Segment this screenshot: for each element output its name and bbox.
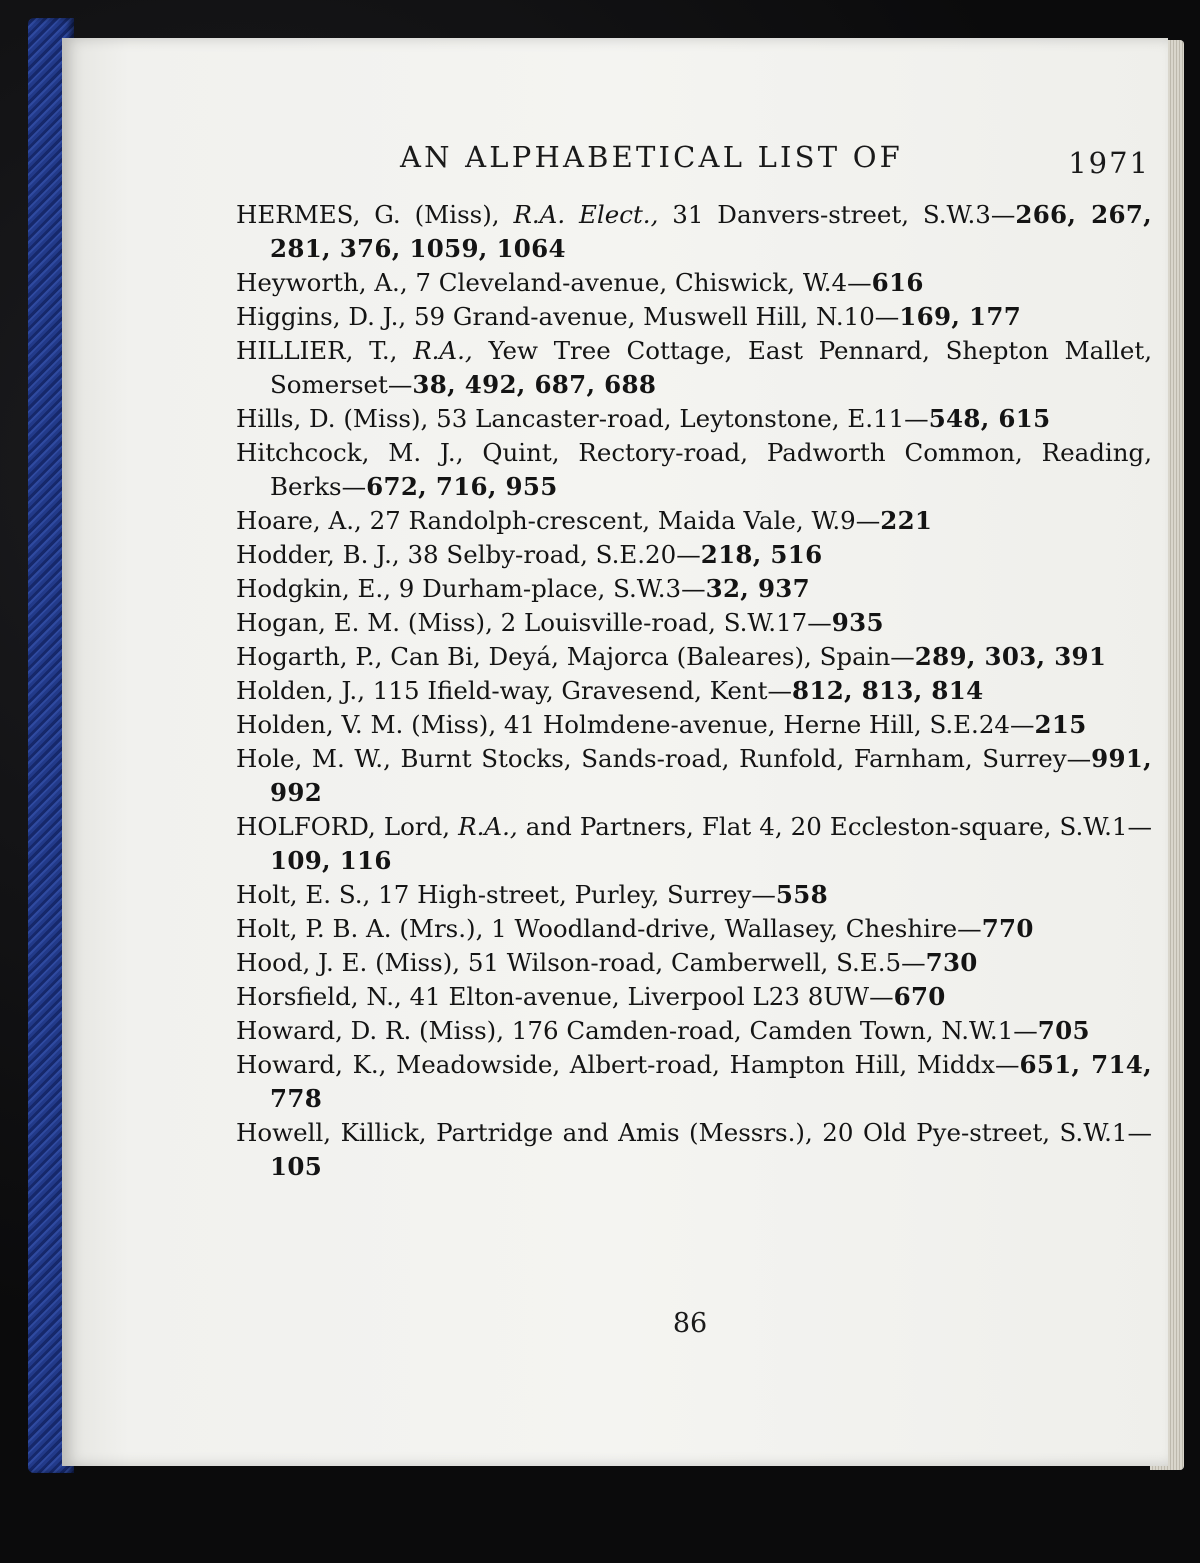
entry-title: R.A., (458, 812, 518, 841)
entry-name: Horsfield, N., (236, 982, 410, 1011)
entry-numbers: 109, 116 (270, 846, 392, 875)
list-entry (236, 1014, 1152, 1048)
entry-name: HOLFORD, Lord, (236, 812, 459, 841)
entry-numbers: 38, 492, 687, 688 (412, 370, 657, 399)
list-entry (236, 912, 1152, 946)
entry-numbers: 670 (893, 982, 946, 1011)
list-entry (236, 538, 1152, 572)
list-entry (236, 878, 1152, 912)
list-entry (236, 810, 1152, 878)
list-entry (236, 436, 1152, 504)
entry-numbers: 672, 716, 955 (366, 472, 558, 501)
entry-list (236, 198, 1152, 1184)
entry-address: 31 Danvers-street, S.W.3— (658, 200, 1016, 229)
entry-numbers: 991, 992 (270, 744, 1153, 807)
entry-title: R.A., (413, 336, 473, 365)
list-entry (236, 300, 1152, 334)
entry-name: Holden, J., (236, 676, 373, 705)
entry-address: Can Bi, Deyá, Majorca (Baleares), Spain— (390, 642, 915, 671)
entry-numbers: 935 (831, 608, 884, 637)
entry-name: Hogan, E. M. (Miss), (236, 608, 501, 637)
entry-numbers: 651, 714, 778 (270, 1050, 1152, 1113)
entry-numbers: 548, 615 (928, 404, 1051, 433)
list-entry (236, 742, 1152, 810)
entry-address: 1 Woodland-drive, Wallasey, Cheshire— (491, 914, 982, 943)
entry-address: 51 Wilson-road, Camberwell, S.E.5— (467, 948, 926, 977)
list-entry (236, 606, 1152, 640)
entry-numbers: 558 (775, 880, 828, 909)
list-entry (236, 640, 1152, 674)
entry-address: 7 Cleveland-avenue, Chiswick, W.4— (415, 268, 872, 297)
entry-name: Hole, M. W., (236, 744, 401, 773)
entry-address: 38 Selby-road, S.E.20— (407, 540, 701, 569)
list-entry (236, 708, 1152, 742)
entry-name: Holt, E. S., (236, 880, 379, 909)
entry-numbers: 266, 267, 281, 376, 1059, 1064 (270, 200, 1152, 263)
entry-name: Howard, D. R. (Miss), (236, 1016, 512, 1045)
entry-name: Hood, J. E. (Miss), (236, 948, 468, 977)
entry-address: 41 Elton-avenue, Liverpool L23 8UW— (409, 982, 894, 1011)
list-entry (236, 402, 1152, 436)
entry-address: 17 High-street, Purley, Surrey— (378, 880, 776, 909)
entry-address: 41 Holmdene-avenue, Herne Hill, S.E.24— (503, 710, 1035, 739)
list-entry (236, 980, 1152, 1014)
entry-name: Hogarth, P., (236, 642, 391, 671)
entry-name: Hoare, A., (236, 506, 370, 535)
entry-name: Hodgkin, E., (236, 574, 399, 603)
entry-address: Burnt Stocks, Sands-road, Runfold, Farnham, Surrey— (400, 744, 1092, 773)
entry-address: Meadowside, Albert-road, Hampton Hill, Middx— (396, 1050, 1020, 1079)
entry-name: Howard, K., (236, 1050, 397, 1079)
entry-name: Heyworth, A., (236, 268, 416, 297)
entry-address: Yew Tree Cottage, East Pennard, Shepton Mallet, Somerset— (270, 336, 1152, 399)
entry-numbers: 705 (1037, 1016, 1090, 1045)
list-entry (236, 1116, 1152, 1184)
entry-address: 59 Grand-avenue, Muswell Hill, N.10— (413, 302, 900, 331)
entry-name: Hitchcock, M. J., (236, 438, 483, 467)
entry-address: 27 Randolph-crescent, Maida Vale, W.9— (369, 506, 881, 535)
entry-numbers: 32, 937 (705, 574, 810, 603)
header-year: 1971 (1068, 146, 1150, 180)
list-entry (236, 946, 1152, 980)
list-entry (236, 1048, 1152, 1116)
entry-address: 53 Lancaster-road, Leytonstone, E.11— (436, 404, 929, 433)
entry-numbers: 105 (270, 1152, 323, 1181)
entry-name: Howell, Killick, Partridge and Amis (Messrs.), (236, 1118, 823, 1147)
entry-address: Quint, Rectory-road, Padworth Common, Reading, Berks— (270, 438, 1152, 501)
entry-address: and Partners, Flat 4, 20 Eccleston-square, S.W.1— (517, 812, 1153, 841)
entry-numbers: 730 (925, 948, 978, 977)
entry-name: HERMES, G. (Miss), (236, 200, 514, 229)
entry-numbers: 289, 303, 391 (914, 642, 1107, 671)
entry-address: 20 Old Pye-street, S.W.1— (822, 1118, 1152, 1147)
entry-address: 9 Durham-place, S.W.3— (398, 574, 706, 603)
entry-address: 115 Ifield-way, Gravesend, Kent— (372, 676, 792, 705)
entry-address: 2 Louisville-road, S.W.17— (500, 608, 832, 637)
list-entry (236, 266, 1152, 300)
entry-name: Higgins, D. J., (236, 302, 414, 331)
list-entry (236, 572, 1152, 606)
running-header (400, 140, 1160, 184)
list-entry (236, 198, 1152, 266)
entry-numbers: 812, 813, 814 (792, 676, 984, 705)
entry-numbers: 616 (871, 268, 924, 297)
entry-name: HILLIER, T., (236, 336, 414, 365)
entry-name: Hills, D. (Miss), (236, 404, 437, 433)
header-title: AN ALPHABETICAL LIST OF (400, 140, 904, 174)
entry-name: Holt, P. B. A. (Mrs.), (236, 914, 492, 943)
entry-numbers: 169, 177 (899, 302, 1022, 331)
entry-numbers: 770 (981, 914, 1034, 943)
entry-title: R.A. Elect., (513, 200, 659, 229)
list-entry (236, 674, 1152, 708)
entry-address: 176 Camden-road, Camden Town, N.W.1— (511, 1016, 1038, 1045)
list-entry (236, 504, 1152, 538)
page-number: 86 (672, 1308, 708, 1339)
entry-numbers: 218, 516 (700, 540, 823, 569)
list-entry (236, 334, 1152, 402)
entry-numbers: 221 (880, 506, 933, 535)
entry-numbers: 215 (1034, 710, 1087, 739)
entry-name: Hodder, B. J., (236, 540, 408, 569)
entry-name: Holden, V. M. (Miss), (236, 710, 504, 739)
